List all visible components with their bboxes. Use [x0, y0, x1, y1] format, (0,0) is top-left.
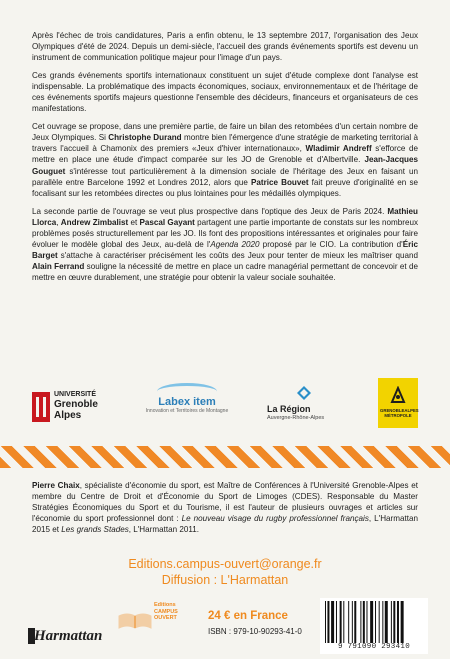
book-title: Le nouveau visage du rugby professionnel français: [181, 514, 369, 524]
barcode-number: 9 791090 293410: [337, 643, 410, 651]
logo-region-auvergne-rhone-alpes: [267, 386, 352, 426]
logo-campus-ouvert: [118, 598, 198, 650]
logo-universite-grenoble-alpes: [32, 388, 112, 428]
uga-mark-icon: [32, 392, 50, 422]
author-name: Éric Barget: [32, 239, 418, 260]
barcode-bar: [382, 601, 383, 643]
barcode-bar: [397, 601, 399, 643]
campus-line-1: Editions: [154, 602, 176, 608]
barcode-bar: [401, 601, 404, 643]
uga-wordmark: [54, 391, 98, 421]
author-name: Andrew Zimbalist: [60, 217, 129, 227]
barcode: [320, 598, 428, 654]
author-name: Alain Ferrand: [32, 261, 85, 271]
paragraph-part-two: [32, 206, 418, 283]
campus-wordmark: [154, 602, 178, 622]
barcode-bar: [370, 601, 373, 643]
diffusion-line: Diffusion : L'Harmattan: [161, 573, 289, 587]
text-span: fait preuve d'originalité en se focalisant sur les retombées directes ou plus lointaines pour les médaillés olympiques.: [32, 177, 418, 198]
text-span: , spécialiste d'économie du sport, est Maître de Conférences à l'Université Grenoble-Alpes et membre du Centre de Droit et d'Économie du Sport de Limoges (CDES). Responsable du Master Stratégies Économiques du Sport et du Tourisme, il est l'auteur de plusieurs ouvrages et articles sur l'économie du sport professionnel dont :: [32, 481, 418, 524]
barcode-bar: [343, 601, 344, 643]
barcode-bar: [375, 601, 376, 643]
decorative-tape-band: [0, 446, 450, 468]
isbn-label: ISBN : 979-10-90293-41-0: [208, 627, 302, 636]
author-name: Patrice Bouvet: [250, 177, 309, 187]
uga-line-3: Alpes: [54, 410, 82, 421]
text-span: souligne la nécessité de mettre en place un cadre managérial permettant de concevoir et de mettre en œuvre durablement, une stratégie pour obtenir la valeur sociale souhaitée.: [32, 261, 419, 282]
barcode-bar: [379, 601, 380, 643]
labex-name: Labex item: [158, 396, 216, 408]
contact-info: [0, 556, 450, 588]
text-span: s'intéresse tout particulièrement à la dimension sociale de l'héritage des Jeux en faisant un parallèle entre Barcelone 1992 et Londres 2012, alors que: [32, 166, 418, 187]
campus-line-3: OUVERT: [154, 615, 177, 621]
region-subtitle: Auvergne-Rhône-Alpes: [267, 415, 325, 421]
author-name: Mathieu Llorca: [32, 206, 418, 227]
barcode-bar: [331, 601, 334, 643]
text-span: partagent une partie importante de constats sur les nombreux problèmes posés structurellement par les JO. Ils font des propositions intéressantes et originales pour faire évoluer le modèle global des Jeux, au-delà de l': [32, 217, 419, 249]
price-label: 24 € en France: [208, 610, 288, 622]
author-biography: [32, 480, 418, 535]
author-name: Wladimir Andreff: [305, 144, 372, 154]
metro-wordmark: GRENOBLEALPES MÉTROPOLE: [380, 408, 419, 418]
text-span: , L'Harmattan 2015 et: [32, 514, 418, 535]
barcode-bar: [354, 601, 356, 643]
author-name: Christophe Durand: [108, 133, 182, 143]
text-span: montre bien l'émergence d'une stratégie de marketing territorial à travers l'accueil à Chamonix des premiers «Jeux d'hiver internationaux»,: [32, 133, 418, 154]
book-title: Les grands Stades: [61, 525, 129, 535]
barcode-bar: [327, 601, 329, 643]
open-book-icon: [118, 612, 152, 630]
text-span: et: [128, 217, 140, 227]
barcode-bar: [352, 601, 353, 643]
barcode-bar: [393, 601, 395, 643]
metro-mark-icon: [390, 386, 406, 404]
text-span: proposé par le CIO. La contribution d': [259, 239, 403, 249]
text-span: Cet ouvrage se propose, dans une première partie, de faire un bilan des retombées d'un certain nombre de Jeux Olympiques. Si: [32, 122, 418, 143]
contact-email[interactable]: Editions.campus-ouvert@orange.fr: [128, 557, 322, 571]
uga-line-2: Grenoble: [54, 399, 98, 410]
italic-title: Agenda 2020: [210, 239, 260, 249]
author-name: Jean-Jacques Gouguet: [32, 155, 418, 176]
barcode-bar: [391, 601, 392, 643]
text-span: s'attache à caractériser précisément les coûts des Jeux pour tenter de mieux les maîtriser quand: [57, 250, 418, 260]
text-span: ,: [56, 217, 61, 227]
campus-line-2: CAMPUS: [154, 608, 178, 615]
logo-harmattan: [28, 614, 118, 650]
region-mark-icon: [297, 386, 311, 400]
author-paragraph: [32, 480, 418, 535]
barcode-bar: [340, 601, 342, 643]
paragraph-context: Ces grands événements sportifs internationaux constituent un sujet d'étude complexe dont l'analyse est indispensable. La problématique des impacts économiques, sociaux, environnementaux et de l'héritage de ces événements sportifs majeurs questionne l'ensemble des décideurs, financeurs et organisateurs de ces manifestations.: [32, 71, 418, 114]
text-span: , L'Harmattan 2011.: [128, 525, 199, 535]
back-cover-footer: [0, 594, 450, 659]
text-span: s'efforce de mettre en place une étude d'impact comparée sur les JO de Grenoble et d'Albertville.: [32, 144, 418, 165]
partner-logos: [32, 378, 418, 428]
logo-grenoble-alpes-metropole: [378, 378, 418, 428]
paragraph-intro: Après l'échec de trois candidatures, Paris a enfin obtenu, le 13 septembre 2017, l'organisation des Jeux Olympiques d'été de 2024. Depuis un demi-siècle, l'accueil des grands événements sportifs est devenu un instrument de communication politique majeur pour l'image d'un pays.: [32, 31, 418, 63]
barcode-bar: [360, 601, 361, 643]
barcode-bar: [385, 601, 388, 643]
back-cover-text: [32, 30, 418, 290]
uga-line-1: UNIVERSITÉ: [54, 391, 97, 398]
barcode-bar: [366, 601, 367, 643]
logo-labex-item: [142, 383, 232, 428]
barcode-bar: [363, 601, 365, 643]
author-name: Pierre Chaix: [32, 481, 80, 490]
region-name: La Région: [267, 404, 311, 414]
labex-subtitle: Innovation et Territoires de Montagne: [145, 408, 229, 414]
barcode-bars: [325, 601, 423, 643]
paragraph-part-one: [32, 121, 418, 198]
barcode-bar: [348, 601, 349, 643]
barcode-bar: [336, 601, 337, 643]
author-name: Pascal Gayant: [139, 217, 195, 227]
text-span: La seconde partie de l'ouvrage se veut plus prospective dans l'optique des Jeux de Paris 2024.: [32, 206, 388, 216]
barcode-bar: [325, 601, 326, 643]
harmattan-wordmark: Harmattan: [34, 628, 103, 644]
